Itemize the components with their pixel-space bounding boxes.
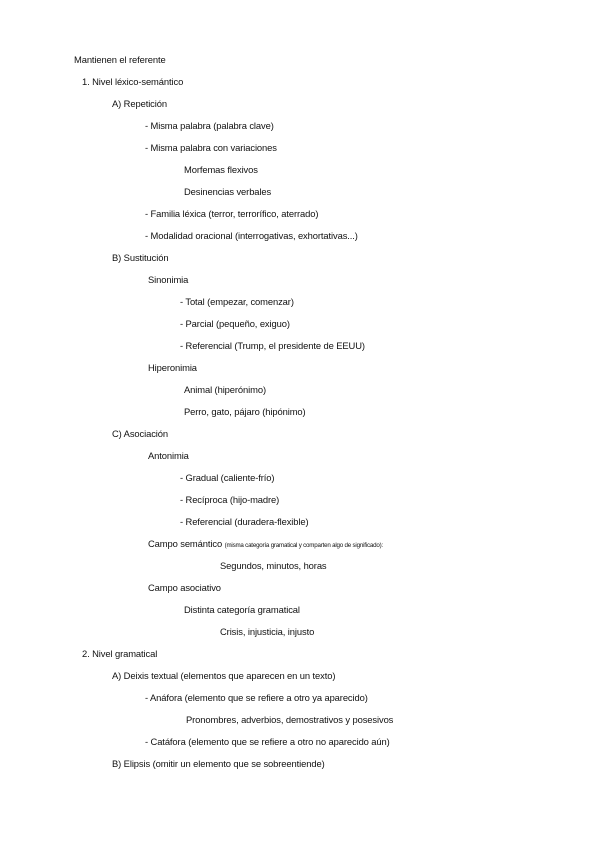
subheading-sinonimia: Sinonimia bbox=[148, 274, 189, 285]
example-line: Pronombres, adverbios, demostrativos y posesivos bbox=[186, 714, 394, 725]
list-item: - Total (empezar, comenzar) bbox=[180, 296, 294, 307]
list-subitem: Desinencias verbales bbox=[184, 186, 272, 197]
list-subitem: Morfemas flexivos bbox=[184, 164, 258, 175]
document-title: Mantienen el referente bbox=[74, 54, 166, 65]
campo-semantico-note: (misma categoría gramatical y comparten algo de significado): bbox=[224, 542, 383, 549]
subheading-hiperonimia: Hiperonimia bbox=[148, 362, 197, 373]
example-line: Segundos, minutos, horas bbox=[220, 560, 327, 571]
list-subitem: Animal (hiperónimo) bbox=[184, 384, 266, 395]
list-item: - Familia léxica (terror, terrorífico, aterrado) bbox=[145, 208, 319, 219]
section1a-heading: A) Repetición bbox=[112, 98, 167, 109]
section2b-heading: B) Elipsis (omitir un elemento que se sobreentiende) bbox=[112, 758, 325, 769]
list-subitem: Distinta categoría gramatical bbox=[184, 604, 300, 615]
list-item: - Referencial (Trump, el presidente de EEUU) bbox=[180, 340, 365, 351]
section1b-heading: B) Sustitución bbox=[112, 252, 169, 263]
campo-semantico-label: Campo semántico bbox=[148, 538, 223, 549]
subheading-campo-asociativo: Campo asociativo bbox=[148, 582, 221, 593]
subheading-campo-semantico bbox=[148, 538, 383, 552]
section2-heading: 2. Nivel gramatical bbox=[82, 648, 158, 659]
section1c-heading: C) Asociación bbox=[112, 428, 169, 439]
list-item: - Catáfora (elemento que se refiere a otro no aparecido aún) bbox=[145, 736, 390, 747]
list-item: - Gradual (caliente-frío) bbox=[180, 472, 275, 483]
section1-heading: 1. Nivel léxico-semántico bbox=[82, 76, 184, 87]
subheading-antonimia: Antonimia bbox=[148, 450, 189, 461]
list-item: - Misma palabra (palabra clave) bbox=[145, 120, 274, 131]
list-subitem: Perro, gato, pájaro (hipónimo) bbox=[184, 406, 306, 417]
list-item: - Anáfora (elemento que se refiere a otro ya aparecido) bbox=[145, 692, 368, 703]
list-item: - Parcial (pequeño, exiguo) bbox=[180, 318, 290, 329]
section2a-heading: A) Deixis textual (elementos que aparecen en un texto) bbox=[112, 670, 336, 681]
list-item: - Modalidad oracional (interrogativas, exhortativas...) bbox=[145, 230, 358, 241]
example-line: Crisis, injusticia, injusto bbox=[220, 626, 315, 637]
list-item: - Misma palabra con variaciones bbox=[145, 142, 277, 153]
list-item: - Referencial (duradera-flexible) bbox=[180, 516, 309, 527]
list-item: - Recíproca (hijo-madre) bbox=[180, 494, 280, 505]
